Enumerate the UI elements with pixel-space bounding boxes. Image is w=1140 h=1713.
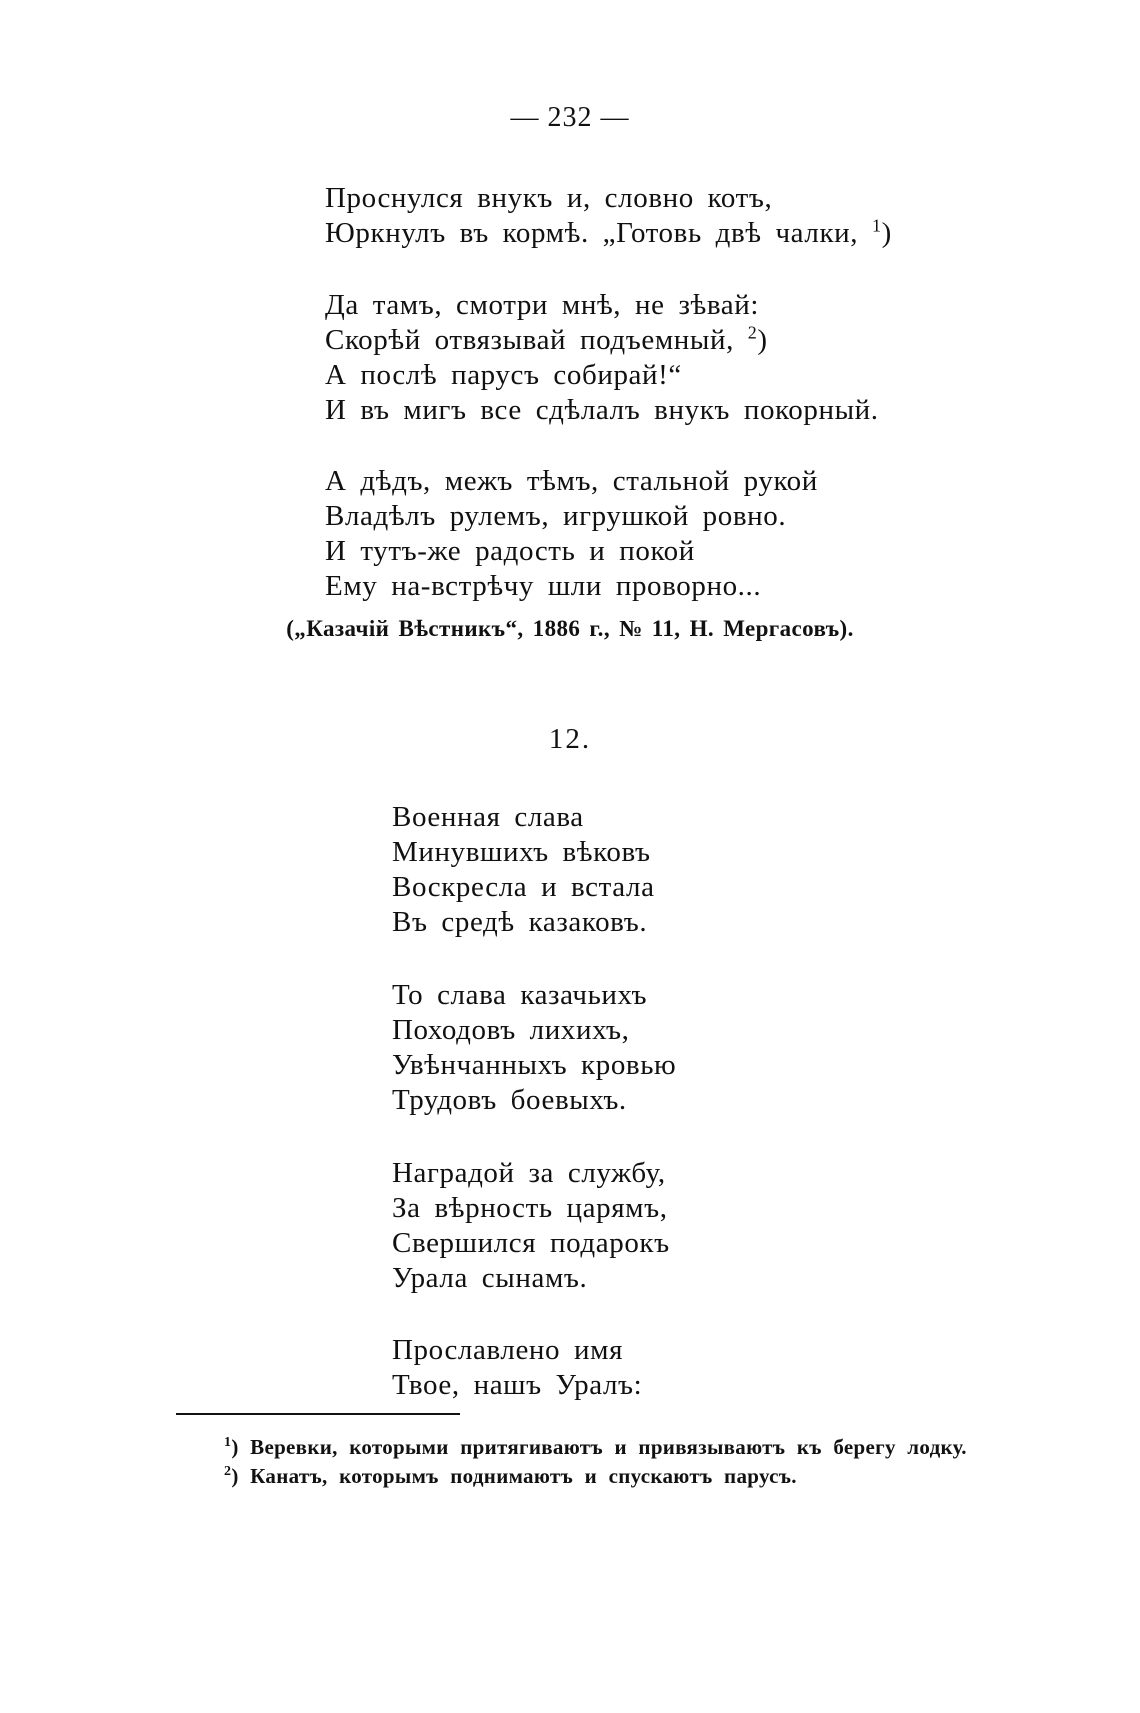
poem-line: Трудовъ боевыхъ.: [392, 1084, 627, 1116]
poem-line: Да тамъ, смотри мнѣ, не зѣвай:: [325, 289, 760, 321]
poem-line: Въ средѣ казаковъ.: [392, 906, 648, 938]
poem-12-stanza-1: [392, 800, 655, 940]
poem-line: Минувшихъ вѣковъ: [392, 836, 651, 868]
poem-line: Проснулся внукъ и, словно котъ,: [325, 182, 773, 214]
page-number: — 232 —: [510, 102, 630, 133]
poem-12-stanza-2: [392, 978, 676, 1118]
stanza-2: [325, 288, 879, 428]
footnote-marker: 1: [224, 1435, 232, 1450]
poem-line: Воскресла и встала: [392, 871, 655, 903]
poem-line: Свершился подарокъ: [392, 1227, 670, 1259]
poem-line: Юркнулъ въ кормѣ. „Готовь двѣ чалки, $^1$): [325, 215, 892, 249]
poem-line: Владѣлъ рулемъ, игрушкой ровно.: [325, 500, 787, 532]
poem-line: А послѣ парусъ собирай!“: [325, 359, 682, 391]
poem-line: И тутъ-же радость и покой: [325, 535, 695, 567]
stanza-1: [325, 181, 892, 251]
poem-number: 12.: [548, 723, 592, 755]
footnotes: [176, 1433, 996, 1491]
poem-line: Наградой за службу,: [392, 1157, 666, 1189]
poem-line: Твое, нашъ Уралъ:: [392, 1369, 643, 1401]
poem-12-stanza-3: [392, 1156, 670, 1296]
poem-line: Скорѣй отвязывай подъемный, $^2$): [325, 322, 768, 356]
poem-line: Походовъ лихихъ,: [392, 1014, 630, 1046]
footnote-marker: 2: [224, 1464, 232, 1479]
footnote-1: $^1$) Веревки, которыми притягиваютъ и привязываютъ къ берегу лодку.: [224, 1435, 967, 1459]
poem-line: За вѣрность царямъ,: [392, 1192, 668, 1224]
poem-line: Ему на-встрѣчу шли проворно...: [325, 570, 762, 602]
poem-12-stanza-4: [392, 1333, 642, 1403]
poem-line: И въ мигъ все сдѣлалъ внукъ покорный.: [325, 394, 879, 426]
poem-line: То слава казачьихъ: [392, 979, 648, 1011]
poem-line: Увѣнчанныхъ кровью: [392, 1049, 677, 1081]
footnote-2: $^2$) Канатъ, которымъ поднимаютъ и спускаютъ парусъ.: [224, 1464, 797, 1488]
poem-line: Военная слава: [392, 801, 584, 833]
footnote-marker[interactable]: 2: [747, 322, 758, 343]
footnote-divider: [176, 1413, 460, 1415]
stanza-3: [325, 464, 818, 604]
poem-line: А дѣдъ, межъ тѣмъ, стальной рукой: [325, 465, 818, 497]
poem-line: Урала сынамъ.: [392, 1262, 588, 1294]
footnote-marker[interactable]: 1: [871, 215, 882, 236]
poem-line: Прославлено имя: [392, 1334, 624, 1366]
source-citation: („Казачій Вѣстникъ“, 1886 г., № 11, Н. Мергасовъ).: [286, 616, 854, 641]
